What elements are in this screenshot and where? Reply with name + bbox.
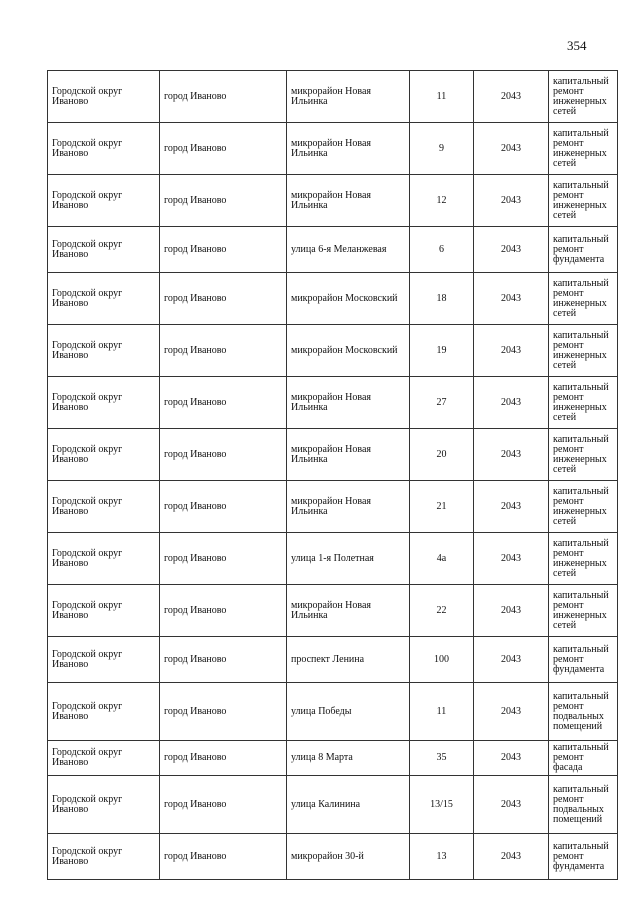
- work-type-cell: капитальный ремонт инженерных сетей: [549, 429, 618, 481]
- house-number-cell: 12: [410, 175, 474, 227]
- settlement-cell: город Иваново: [160, 683, 287, 741]
- municipal-district-cell: Городской округ Иваново: [48, 227, 160, 273]
- house-number-cell: 13: [410, 834, 474, 880]
- page-number: 354: [567, 38, 587, 53]
- house-number-cell: 6: [410, 227, 474, 273]
- year-cell: 2043: [474, 227, 549, 273]
- settlement-cell: город Иваново: [160, 741, 287, 776]
- settlement-cell: город Иваново: [160, 533, 287, 585]
- settlement-cell: город Иваново: [160, 585, 287, 637]
- house-number-cell: 27: [410, 377, 474, 429]
- municipal-district-cell: Городской округ Иваново: [48, 175, 160, 227]
- year-cell: 2043: [474, 533, 549, 585]
- table-row: [48, 481, 618, 533]
- table-row: [48, 227, 618, 273]
- work-type-cell: капитальный ремонт инженерных сетей: [549, 273, 618, 325]
- house-number-cell: 13/15: [410, 776, 474, 834]
- table-row: [48, 273, 618, 325]
- street-cell: микрорайон Московский: [287, 325, 410, 377]
- municipal-district-cell: Городской округ Иваново: [48, 481, 160, 533]
- settlement-cell: город Иваново: [160, 325, 287, 377]
- table-row: [48, 175, 618, 227]
- year-cell: 2043: [474, 637, 549, 683]
- year-cell: 2043: [474, 325, 549, 377]
- street-cell: проспект Ленина: [287, 637, 410, 683]
- table-row: [48, 637, 618, 683]
- settlement-cell: город Иваново: [160, 834, 287, 880]
- year-cell: 2043: [474, 175, 549, 227]
- municipal-district-cell: Городской округ Иваново: [48, 123, 160, 175]
- work-type-cell: капитальный ремонт инженерных сетей: [549, 533, 618, 585]
- house-number-cell: 21: [410, 481, 474, 533]
- work-type-cell: капитальный ремонт подвальных помещений: [549, 683, 618, 741]
- street-cell: микрорайон Новая Ильинка: [287, 429, 410, 481]
- municipal-district-cell: Городской округ Иваново: [48, 637, 160, 683]
- table-row: [48, 533, 618, 585]
- table-row: [48, 71, 618, 123]
- street-cell: микрорайон Новая Ильинка: [287, 481, 410, 533]
- street-cell: микрорайон Новая Ильинка: [287, 71, 410, 123]
- municipal-district-cell: Городской округ Иваново: [48, 834, 160, 880]
- work-type-cell: капитальный ремонт инженерных сетей: [549, 175, 618, 227]
- house-number-cell: 22: [410, 585, 474, 637]
- work-type-cell: капитальный ремонт фундамента: [549, 227, 618, 273]
- work-type-cell: капитальный ремонт инженерных сетей: [549, 123, 618, 175]
- house-number-cell: 4а: [410, 533, 474, 585]
- year-cell: 2043: [474, 71, 549, 123]
- settlement-cell: город Иваново: [160, 123, 287, 175]
- house-number-cell: 9: [410, 123, 474, 175]
- table-row: [48, 776, 618, 834]
- year-cell: 2043: [474, 377, 549, 429]
- street-cell: улица 6-я Меланжевая: [287, 227, 410, 273]
- year-cell: 2043: [474, 683, 549, 741]
- work-type-cell: капитальный ремонт инженерных сетей: [549, 71, 618, 123]
- year-cell: 2043: [474, 481, 549, 533]
- house-number-cell: 18: [410, 273, 474, 325]
- work-type-cell: капитальный ремонт фундамента: [549, 834, 618, 880]
- street-cell: улица 8 Марта: [287, 741, 410, 776]
- street-cell: микрорайон Новая Ильинка: [287, 585, 410, 637]
- street-cell: микрорайон Новая Ильинка: [287, 123, 410, 175]
- house-number-cell: 11: [410, 71, 474, 123]
- settlement-cell: город Иваново: [160, 175, 287, 227]
- table-row: [48, 741, 618, 776]
- settlement-cell: город Иваново: [160, 429, 287, 481]
- house-number-cell: 19: [410, 325, 474, 377]
- settlement-cell: город Иваново: [160, 377, 287, 429]
- table-row: [48, 377, 618, 429]
- street-cell: улица Победы: [287, 683, 410, 741]
- year-cell: 2043: [474, 741, 549, 776]
- work-type-cell: капитальный ремонт инженерных сетей: [549, 325, 618, 377]
- table-row: [48, 429, 618, 481]
- municipal-district-cell: Городской округ Иваново: [48, 377, 160, 429]
- registry-table: [47, 70, 618, 880]
- municipal-district-cell: Городской округ Иваново: [48, 273, 160, 325]
- work-type-cell: капитальный ремонт фасада: [549, 741, 618, 776]
- street-cell: микрорайон Новая Ильинка: [287, 377, 410, 429]
- house-number-cell: 35: [410, 741, 474, 776]
- table-row: [48, 683, 618, 741]
- municipal-district-cell: Городской округ Иваново: [48, 325, 160, 377]
- settlement-cell: город Иваново: [160, 71, 287, 123]
- year-cell: 2043: [474, 123, 549, 175]
- table-row: [48, 834, 618, 880]
- municipal-district-cell: Городской округ Иваново: [48, 683, 160, 741]
- work-type-cell: капитальный ремонт фундамента: [549, 637, 618, 683]
- municipal-district-cell: Городской округ Иваново: [48, 741, 160, 776]
- street-cell: микрорайон Московский: [287, 273, 410, 325]
- house-number-cell: 20: [410, 429, 474, 481]
- work-type-cell: капитальный ремонт подвальных помещений: [549, 776, 618, 834]
- municipal-district-cell: Городской округ Иваново: [48, 533, 160, 585]
- work-type-cell: капитальный ремонт инженерных сетей: [549, 377, 618, 429]
- street-cell: микрорайон Новая Ильинка: [287, 175, 410, 227]
- municipal-district-cell: Городской округ Иваново: [48, 776, 160, 834]
- table-row: [48, 123, 618, 175]
- house-number-cell: 100: [410, 637, 474, 683]
- street-cell: улица 1-я Полетная: [287, 533, 410, 585]
- municipal-district-cell: Городской округ Иваново: [48, 585, 160, 637]
- work-type-cell: капитальный ремонт инженерных сетей: [549, 585, 618, 637]
- table-row: [48, 325, 618, 377]
- municipal-district-cell: Городской округ Иваново: [48, 429, 160, 481]
- settlement-cell: город Иваново: [160, 273, 287, 325]
- street-cell: микрорайон 30-й: [287, 834, 410, 880]
- year-cell: 2043: [474, 429, 549, 481]
- settlement-cell: город Иваново: [160, 481, 287, 533]
- settlement-cell: город Иваново: [160, 637, 287, 683]
- table-row: [48, 585, 618, 637]
- year-cell: 2043: [474, 273, 549, 325]
- year-cell: 2043: [474, 585, 549, 637]
- settlement-cell: город Иваново: [160, 227, 287, 273]
- work-type-cell: капитальный ремонт инженерных сетей: [549, 481, 618, 533]
- municipal-district-cell: Городской округ Иваново: [48, 71, 160, 123]
- year-cell: 2043: [474, 776, 549, 834]
- settlement-cell: город Иваново: [160, 776, 287, 834]
- house-number-cell: 11: [410, 683, 474, 741]
- registry-table-body: [48, 71, 618, 880]
- year-cell: 2043: [474, 834, 549, 880]
- street-cell: улица Калинина: [287, 776, 410, 834]
